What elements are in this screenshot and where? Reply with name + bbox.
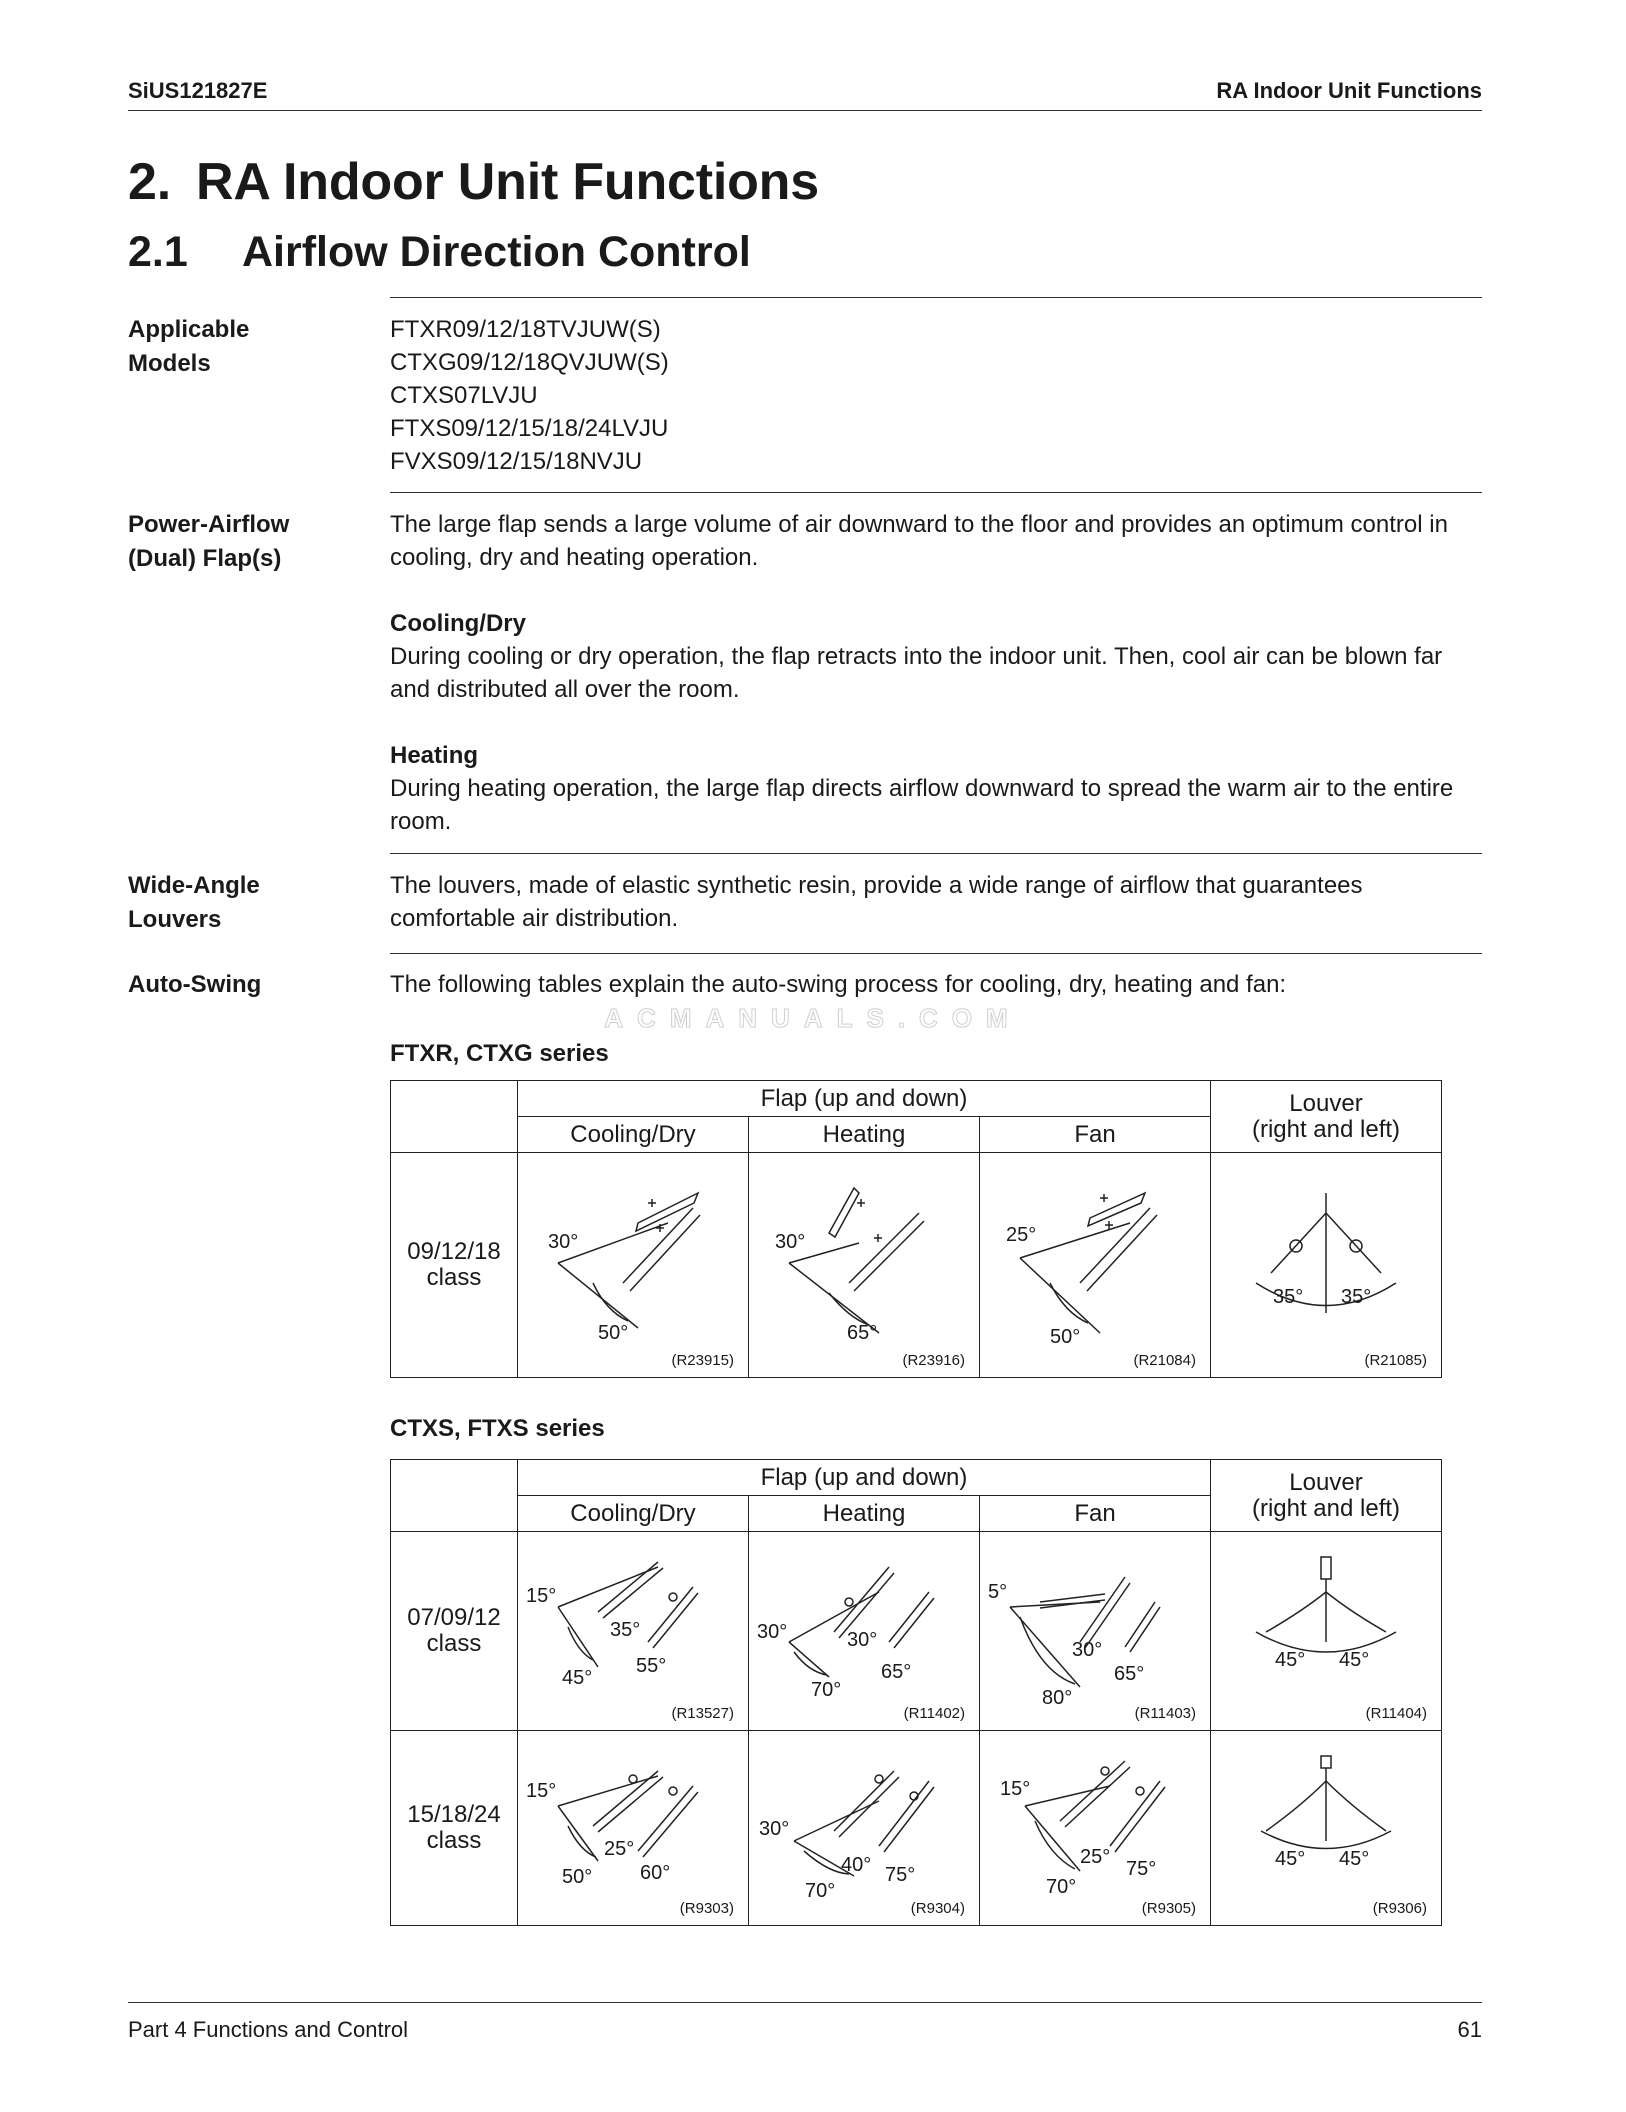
model-item: FVXS09/12/15/18NVJU [390, 448, 643, 475]
section-text: Airflow Direction Control [242, 228, 751, 276]
header-line: (right and left) [1251, 1115, 1401, 1143]
fan-diagram-cell [980, 1532, 1211, 1731]
angle-label: 45° [1339, 1848, 1370, 1870]
figure-ref: (R11403) [1134, 1705, 1196, 1722]
flap-outline [630, 1215, 700, 1291]
cooling-diagram-cell [518, 1532, 749, 1731]
label-line: Wide-Angle [128, 872, 260, 899]
title-text: RA Indoor Unit Functions [196, 153, 819, 211]
swing-table-ctxs [390, 1459, 1442, 1926]
footer-part: Part 4 Functions and Control [128, 2017, 409, 2042]
flap-outline [1088, 1193, 1145, 1226]
pivot-marker [1136, 1787, 1144, 1795]
louver-diagram-cell [1211, 1532, 1442, 1731]
header-line: Louver [1289, 1089, 1363, 1117]
flap-outline [879, 1781, 934, 1852]
flap-outline [829, 1188, 859, 1237]
series-title: CTXS, FTXS series [390, 1415, 605, 1442]
divider [390, 492, 1482, 493]
class-label: 15/18/24 [407, 1801, 501, 1828]
flap-outline [1080, 1577, 1130, 1648]
angle-line [558, 1263, 638, 1328]
class-label: 07/09/12 [407, 1604, 501, 1631]
fan-diagram-cell [980, 1731, 1211, 1926]
flap-header: Flap (up and down) [518, 1081, 1211, 1117]
angle-line [1025, 1806, 1080, 1871]
angle-label: 15° [1000, 1778, 1031, 1800]
louver-hub [1321, 1756, 1331, 1768]
corner-cell [391, 1081, 518, 1153]
heating-diagram-cell [749, 1532, 980, 1731]
flap-diagram [749, 1731, 979, 1925]
figure-ref: (R9305) [1141, 1900, 1196, 1917]
class-label: 09/12/18 [407, 1238, 501, 1265]
flap-diagram [518, 1153, 748, 1377]
louver-diagram [1211, 1731, 1441, 1925]
model-item: FTXS09/12/15/18/24LVJU [390, 415, 669, 442]
applicable-models-label [128, 313, 378, 381]
flap-diagram [518, 1731, 748, 1925]
class-label: class [426, 1630, 482, 1657]
pivot-marker [629, 1775, 637, 1783]
heating-header: Heating [749, 1496, 980, 1532]
figure-ref: (R23916) [902, 1352, 965, 1369]
angle-line [1020, 1223, 1130, 1258]
heating-diagram-cell [749, 1731, 980, 1926]
heating-header: Heating [749, 1117, 980, 1153]
cooling-diagram-cell [518, 1153, 749, 1378]
section-title [128, 228, 751, 277]
fan-header: Fan [980, 1117, 1211, 1153]
figure-ref: (R11404) [1365, 1705, 1427, 1722]
model-list [390, 313, 1482, 478]
intro-text: The large flap sends a large volume of air downward to the floor and provides an optimum control in cooling, dry and heating operation. [390, 511, 1448, 571]
running-header [128, 78, 1482, 111]
flap-diagram [749, 1532, 979, 1730]
angle-label: 75° [885, 1864, 916, 1886]
louver-diagram [1211, 1153, 1441, 1377]
pivot-marker [1101, 1767, 1109, 1775]
figure-ref: (R9303) [679, 1900, 734, 1917]
louver-line [1326, 1781, 1386, 1831]
flap-diagram [980, 1153, 1210, 1377]
page-title [128, 152, 819, 212]
angle-label: 35° [1341, 1286, 1372, 1308]
label-line: Applicable [128, 316, 250, 343]
class-cell [391, 1731, 518, 1926]
flap-outline [598, 1562, 663, 1618]
flap-outline [1087, 1215, 1157, 1291]
angle-label: 30° [847, 1629, 878, 1651]
pivot-marker [875, 1775, 883, 1783]
louver-line [1326, 1592, 1386, 1632]
wide-angle-label [128, 869, 378, 937]
label-line: Power-Airflow [128, 511, 290, 538]
divider [390, 853, 1482, 854]
class-label: class [426, 1827, 482, 1854]
cooling-text: During cooling or dry operation, the flap retracts into the indoor unit. Then, cool air can be blown far and distributed all over the room. [390, 643, 1443, 703]
angle-label: 30° [757, 1621, 788, 1643]
pivot-marker [669, 1787, 677, 1795]
header-line: (right and left) [1251, 1494, 1401, 1522]
angle-label: 25° [604, 1838, 635, 1860]
figure-ref: (R11402) [903, 1705, 965, 1722]
angle-label: 35° [610, 1619, 641, 1641]
page-footer [128, 2002, 1482, 2043]
angle-label: 30° [1072, 1639, 1103, 1661]
angle-label: 45° [562, 1667, 593, 1689]
document-id: SiUS121827E [128, 78, 268, 103]
pivot-marker [669, 1593, 677, 1601]
page-number: 61 [1457, 2017, 1482, 2042]
angle-line [1020, 1258, 1100, 1333]
angle-line [789, 1642, 829, 1677]
model-item: FTXR09/12/18TVJUW(S) [390, 316, 661, 343]
divider [390, 297, 1482, 298]
louver-diagram-cell [1211, 1153, 1442, 1378]
angle-line [1025, 1786, 1110, 1806]
figure-ref: (R13527) [671, 1705, 734, 1722]
flap-outline [1060, 1761, 1130, 1827]
angle-label: 50° [598, 1322, 629, 1344]
figure-ref: (R9304) [910, 1900, 965, 1917]
angle-label: 15° [526, 1585, 557, 1607]
class-cell [391, 1153, 518, 1378]
angle-label: 45° [1339, 1649, 1370, 1671]
section-number: 2.1 [128, 228, 188, 276]
cooling-header: Cooling/Dry [518, 1496, 749, 1532]
flap-outline [1080, 1208, 1150, 1283]
header-section: RA Indoor Unit Functions [1216, 78, 1482, 103]
flap-outline [889, 1592, 934, 1648]
pivot-marker [1100, 1194, 1113, 1229]
angle-label: 30° [548, 1231, 579, 1253]
louver-line [1326, 1213, 1381, 1273]
angle-line [794, 1801, 879, 1841]
model-item: CTXG09/12/18QVJUW(S) [390, 349, 669, 376]
louver-hub [1321, 1557, 1331, 1579]
flap-diagram [749, 1153, 979, 1377]
cooling-subheading: Cooling/Dry [390, 610, 526, 637]
angle-label: 25° [1006, 1224, 1037, 1246]
angle-label: 80° [1042, 1687, 1073, 1709]
louver-header [1211, 1081, 1442, 1153]
figure-ref: (R9306) [1372, 1900, 1427, 1917]
class-label: class [426, 1264, 482, 1291]
figure-ref: (R23915) [671, 1352, 734, 1369]
swing-table-ftxr [390, 1080, 1442, 1378]
watermark: ACMANUALS.COM [604, 1003, 1022, 1033]
louver-line [1271, 1213, 1326, 1273]
auto-swing-text: The following tables explain the auto-swing process for cooling, dry, heating and fan: [390, 971, 1287, 998]
auto-swing-label: Auto-Swing [128, 971, 262, 998]
figure-ref: (R21085) [1364, 1352, 1427, 1369]
pivot-marker [857, 1199, 882, 1242]
angle-label: 70° [811, 1679, 842, 1701]
label-line: Louvers [128, 906, 222, 933]
flap-outline [849, 1213, 919, 1283]
flap-outline [638, 1786, 698, 1857]
angle-label: 40° [841, 1854, 872, 1876]
angle-line [558, 1567, 658, 1607]
flap-outline [834, 1771, 899, 1837]
angle-label: 65° [881, 1661, 912, 1683]
angle-label: 55° [636, 1655, 667, 1677]
flap-diagram [980, 1731, 1210, 1925]
angle-line [558, 1607, 598, 1667]
heating-subheading: Heating [390, 742, 479, 769]
model-item: CTXS07LVJU [390, 382, 538, 409]
flap-outline [648, 1587, 698, 1648]
angle-label: 35° [1273, 1286, 1304, 1308]
angle-label: 60° [640, 1862, 671, 1884]
angle-label: 45° [1275, 1848, 1306, 1870]
angle-label: 30° [775, 1231, 806, 1253]
heating-text: During heating operation, the large flap directs airflow downward to spread the warm air to the entire room. [390, 775, 1454, 835]
louver-header [1211, 1460, 1442, 1532]
angle-label: 25° [1080, 1846, 1111, 1868]
angle-label: 65° [1114, 1663, 1145, 1685]
cooling-header: Cooling/Dry [518, 1117, 749, 1153]
pivot-marker [845, 1598, 853, 1606]
flap-diagram [518, 1532, 748, 1730]
flap-outline [1110, 1781, 1165, 1852]
angle-label: 65° [847, 1322, 878, 1344]
flap-outline [854, 1221, 924, 1291]
series-title: FTXR, CTXG series [390, 1040, 609, 1067]
class-cell [391, 1532, 518, 1731]
flap-outline [1125, 1602, 1160, 1652]
label-line: (Dual) Flap(s) [128, 545, 282, 572]
angle-label: 5° [988, 1581, 1008, 1603]
flap-outline [623, 1208, 693, 1283]
flap-diagram [980, 1532, 1210, 1730]
corner-cell [391, 1460, 518, 1532]
angle-label: 45° [1275, 1649, 1306, 1671]
angle-label: 50° [562, 1866, 593, 1888]
angle-line [558, 1776, 658, 1806]
fan-header: Fan [980, 1496, 1211, 1532]
angle-label: 70° [805, 1880, 836, 1902]
angle-line [558, 1806, 598, 1861]
flap-outline [593, 1771, 663, 1832]
louver-diagram-cell [1211, 1731, 1442, 1926]
cooling-diagram-cell [518, 1731, 749, 1926]
flap-header: Flap (up and down) [518, 1460, 1211, 1496]
power-airflow-label [128, 508, 378, 576]
angle-label: 75° [1126, 1858, 1157, 1880]
heating-diagram-cell [749, 1153, 980, 1378]
label-line: Models [128, 350, 211, 377]
header-line: Louver [1289, 1468, 1363, 1496]
wide-angle-text: The louvers, made of elastic synthetic resin, provide a wide range of airflow that guarantees comfortable air distribution. [390, 872, 1363, 932]
louver-line [1266, 1592, 1326, 1632]
angle-arc [1035, 1821, 1075, 1869]
figure-ref: (R21084) [1133, 1352, 1196, 1369]
flap-outline [834, 1567, 894, 1638]
power-airflow-body [390, 508, 1482, 838]
louver-line [1266, 1781, 1326, 1831]
title-number: 2. [128, 153, 171, 211]
angle-label: 70° [1046, 1876, 1077, 1898]
divider [390, 953, 1482, 954]
angle-label: 15° [526, 1780, 557, 1802]
flap-outline [1040, 1594, 1105, 1608]
angle-label: 30° [759, 1818, 790, 1840]
louver-diagram [1211, 1532, 1441, 1730]
fan-diagram-cell [980, 1153, 1211, 1378]
angle-label: 50° [1050, 1326, 1081, 1348]
